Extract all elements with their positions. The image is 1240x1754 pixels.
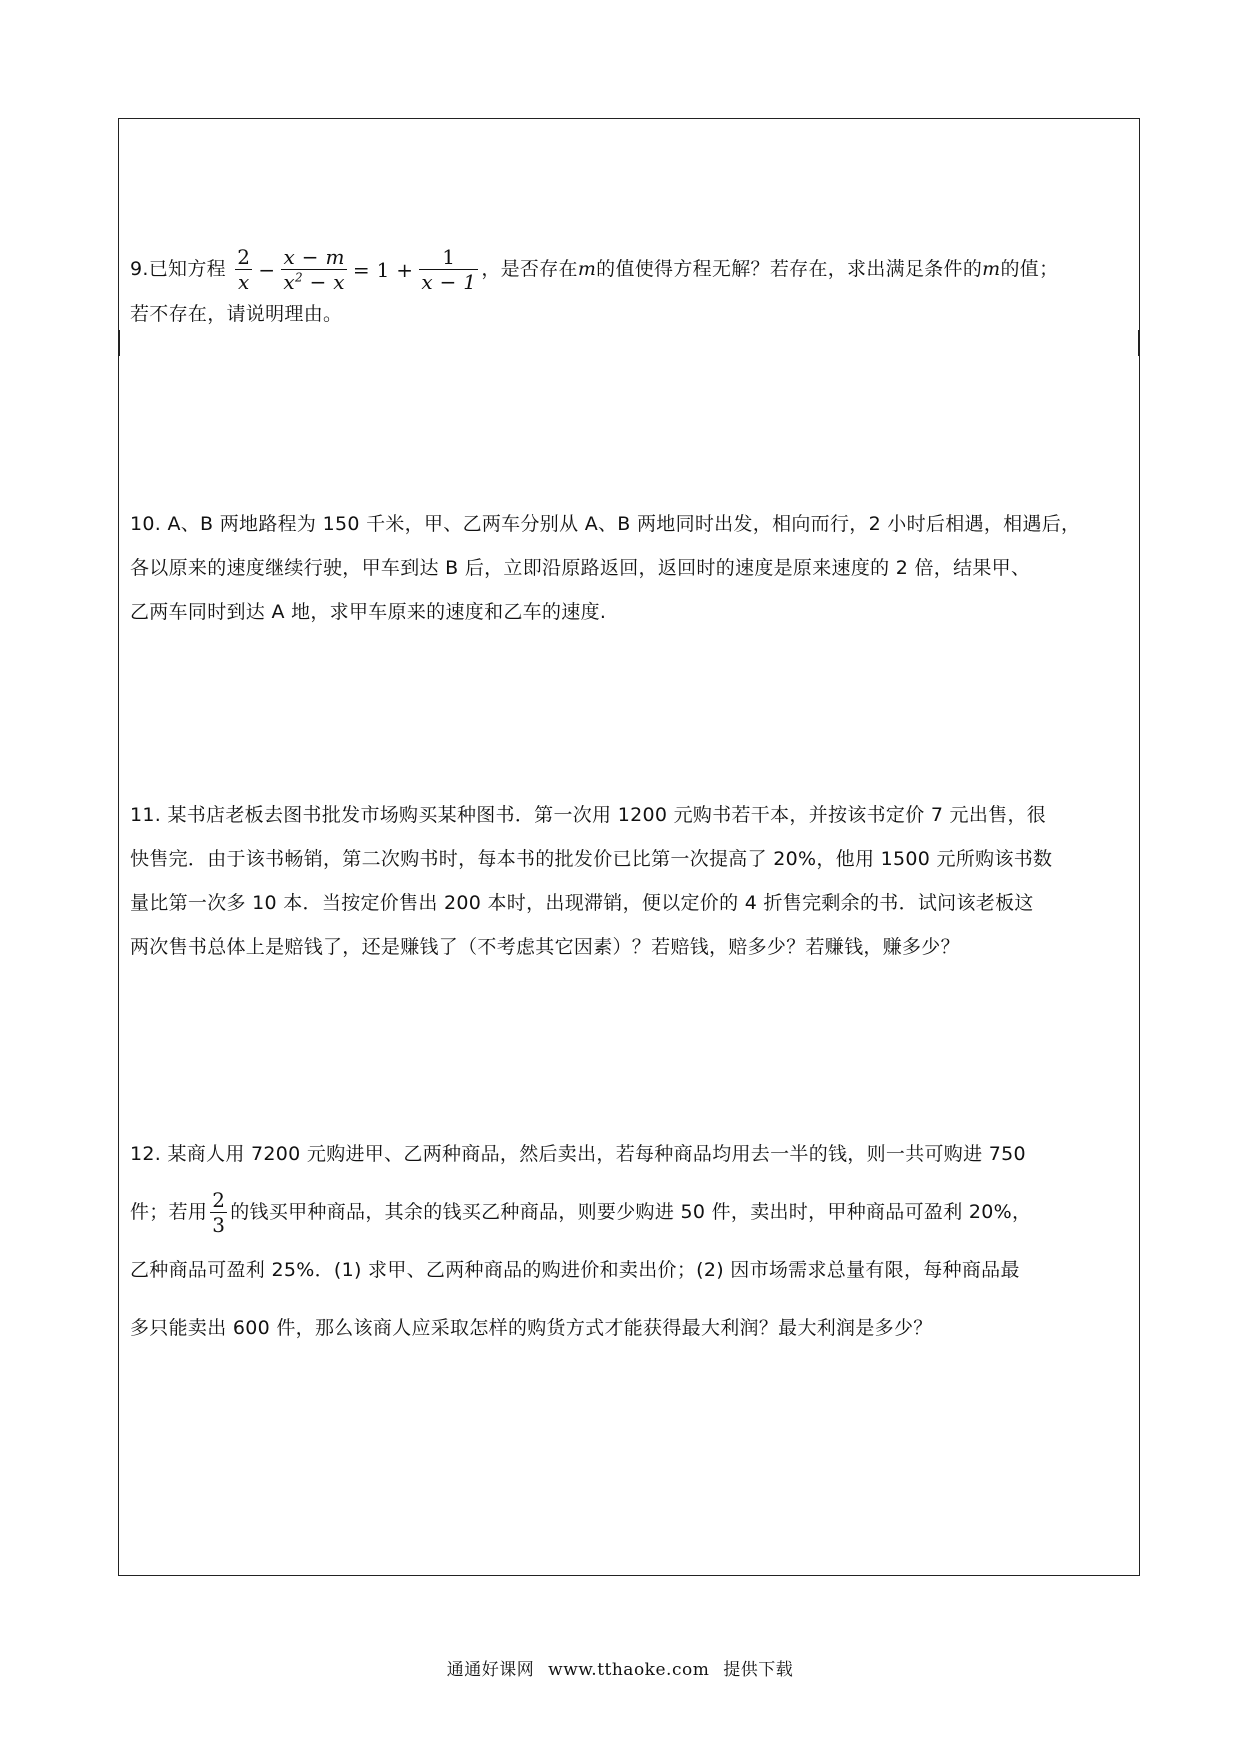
variable-m: m [577, 258, 597, 280]
question-9-line-1 [130, 245, 1130, 294]
footer-note: 提供下载 [723, 1660, 794, 1680]
question-text: 的值； [1000, 258, 1059, 280]
page-footer [0, 1655, 1240, 1680]
question-12-line-2 [130, 1183, 1130, 1241]
question-number: 9. [130, 258, 149, 280]
fraction-2-over-3 [210, 1188, 227, 1237]
footer-website-link[interactable]: www.tthaoke.com [548, 1660, 710, 1680]
question-9-line-2: 若不存在，请说明理由。 [130, 303, 343, 325]
question-10-line-1: 10. A、B 两地路程为 150 千米，甲、乙两车分别从 A、B 两地同时出发，相向而行，2 小时后相遇，相遇后， [130, 513, 1081, 535]
question-12-line-3: 乙种商品可盈利 25%．(1) 求甲、乙两种商品的购进价和卖出价；(2) 因市场需求总量有限，每种商品最 [130, 1259, 1020, 1281]
question-text: ，是否存在 [481, 258, 578, 280]
question-11-line-1: 11. 某书店老板去图书批发市场购买某种图书．第一次用 1200 元购书若干本，并按该书定价 7 元出售，很 [130, 804, 1047, 826]
question-11-line-3: 量比第一次多 10 本．当按定价售出 200 本时，出现滞销，便以定价的 4 折售完剩余的书．试问该老板这 [130, 892, 1034, 914]
equals-one-plus: = 1 + [352, 257, 414, 282]
border-tick [118, 330, 120, 356]
question-10-line-3: 乙两车同时到达 A 地，求甲车原来的速度和乙车的速度. [130, 601, 607, 623]
question-11-line-4: 两次售书总体上是赔钱了，还是赚钱了（不考虑其它因素）？若赔钱，赔多少？若赚钱，赚多少？ [130, 936, 960, 958]
question-11 [130, 793, 1130, 969]
question-12-line-1: 12. 某商人用 7200 元购进甲、乙两种商品，然后卖出，若每种商品均用去一半的钱，则一共可购进 750 [130, 1143, 1026, 1165]
minus-sign: − [258, 257, 276, 282]
fraction-denominator: x [235, 269, 252, 294]
fraction-x-minus-m [281, 245, 346, 294]
fraction-2-over-x [235, 245, 252, 294]
fraction-1-over-x-minus-1 [419, 245, 478, 294]
footer-brand: 通通好课网 [446, 1660, 535, 1680]
question-12 [130, 1125, 1130, 1357]
question-10-line-2: 各以原来的速度继续行驶，甲车到达 B 后，立即沿原路返回，返回时的速度是原来速度的 2 倍，结果甲、 [130, 557, 1031, 579]
fraction-numerator: 2 [237, 245, 251, 269]
fraction-numerator: x − m [283, 245, 345, 269]
question-12-line-4: 多只能卖出 600 件，那么该商人应采取怎样的购货方式才能获得最大利润？最大利润是多少？ [130, 1317, 933, 1339]
fraction-denominator: 3 [212, 1213, 226, 1237]
denominator-rest: − x [302, 270, 345, 294]
question-10 [130, 502, 1130, 634]
question-text: 已知方程 [148, 258, 226, 280]
question-text: 的值使得方程无解？若存在，求出满足条件的 [596, 258, 983, 280]
border-tick [1138, 330, 1140, 356]
fraction-numerator: 2 [212, 1188, 226, 1212]
exponent: 2 [294, 270, 303, 285]
question-text: 的钱买甲种商品，其余的钱买乙种商品，则要少购进 50 件，卖出时，甲种商品可盈利 20%， [230, 1201, 1032, 1223]
question-11-line-2: 快售完．由于该书畅销，第二次购书时，每本书的批发价已比第一次提高了 20%，他用 1500 元所购该书数 [130, 848, 1053, 870]
question-9 [130, 245, 1130, 334]
denominator-base: x [283, 270, 295, 294]
variable-m: m [982, 258, 1001, 280]
fraction-denominator: x − 1 [421, 270, 477, 294]
fraction-denominator [281, 269, 346, 294]
question-text: 件；若用 [130, 1201, 208, 1223]
fraction-numerator: 1 [442, 245, 456, 269]
